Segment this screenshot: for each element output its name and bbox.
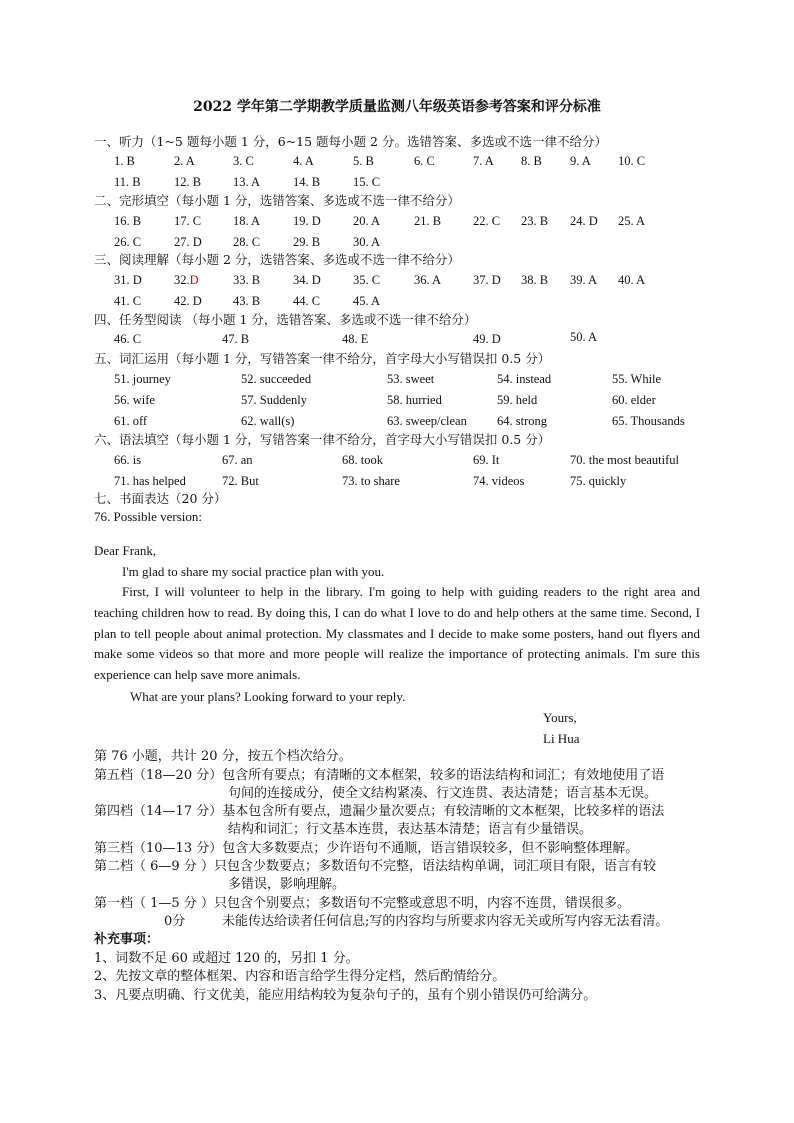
answer-item: 56. wife: [114, 393, 155, 407]
rubric-level-5-cont: 句间的连接成分，使全文结构紧凑、行文连贯、表达清楚；语言基本无误。: [228, 786, 658, 801]
answer-item: [174, 272, 199, 288]
answer-item: 48. E: [342, 332, 369, 346]
answer-item: 66. is: [114, 453, 142, 467]
answer-item: 44. C: [293, 294, 321, 308]
answer-item: 37. D: [473, 273, 501, 287]
page-title: 2022 学年第二学期教学质量监测八年级英语参考答案和评分标准: [193, 99, 601, 115]
answer-item: 35. C: [353, 273, 381, 287]
answer-item: 1. B: [114, 154, 135, 168]
answer-item: 65. Thousands: [612, 414, 685, 428]
rubric-level-5: 第五档（18—20 分）包含所有要点；有清晰的文本框架，较多的语法结构和词汇；有效地使用了语: [94, 768, 665, 783]
letter-signature: Li Hua: [543, 731, 580, 746]
answer-item: 8. B: [521, 154, 542, 168]
section-heading-task: 四、任务型阅读 （每小题 1 分，选错答案、多选或不选一律不给分）: [94, 312, 477, 327]
answer-item: 4. A: [293, 154, 314, 168]
answer-item: 23. B: [521, 214, 549, 228]
answer-item: 41. C: [114, 294, 142, 308]
answer-item: 14. B: [293, 175, 321, 189]
answer-item: 5. B: [353, 154, 374, 168]
rubric-level-1: 第一档（ 1—5 分 ）只包含个别要点；多数语句不完整或意思不明，内容不连贯，错误很多。: [94, 896, 630, 911]
answer-item: 10. C: [618, 154, 646, 168]
answer-item: 9. A: [570, 154, 591, 168]
rubric-level-4: 第四档（14—17 分）基本包含所有要点，遗漏少量次要点；有较清晰的文本框架，比较多样的语法: [94, 804, 665, 819]
letter-closing: Yours,: [543, 710, 577, 725]
possible-version-label: 76. Possible version:: [94, 509, 202, 524]
rubric-level-3: 第三档（10—13 分）包含大多数要点；少许语句不通顺，语言错误较多，但不影响整体理解。: [94, 841, 639, 856]
answer-item: 50. A: [570, 330, 598, 344]
answer-item: 60. elder: [612, 393, 656, 407]
answer-item: 15. C: [353, 175, 381, 189]
letter-greeting: Dear Frank,: [94, 543, 157, 558]
answer-item: 27. D: [174, 235, 202, 249]
answer-item: 12. B: [174, 175, 202, 189]
rubric-level-4-cont: 结构和词汇；行文基本连贯，表达基本清楚；语言有少量错误。: [228, 822, 593, 837]
answer-item: 58. hurried: [387, 393, 442, 407]
answer-item: 31. D: [114, 273, 142, 287]
letter-paragraph-1: I'm glad to share my social practice plan with you.: [122, 564, 385, 579]
rubric-level-2: 第二档（ 6—9 分 ）只包含少数要点；多数语句不完整，语法结构单调，词汇项目有限，语言有较: [94, 859, 656, 874]
answer-number: 32.: [174, 273, 190, 287]
answer-item: 75. quickly: [570, 474, 627, 488]
note-item: 1、词数不足 60 或超过 120 的，另扣 1 分。: [94, 951, 359, 966]
answer-item: 54. instead: [497, 372, 552, 386]
answer-item: 64. strong: [497, 414, 547, 428]
answer-item: 17. C: [174, 214, 202, 228]
answer-item: 2. A: [174, 154, 195, 168]
answer-item: 36. A: [414, 273, 442, 287]
answer-item: 7. A: [473, 154, 494, 168]
letter-paragraph-2: [94, 582, 700, 686]
section-heading-grammar: 六、语法填空（每小题 1 分，写错答案一律不给分，首字母大小写错误扣 0.5 分）: [94, 432, 551, 447]
letter-paragraph-2-text: First, I will volunteer to help in the library. I'm going to help with guiding readers to the right area and teaching children how to read. By doing this, I can do what I love to do and help others at the same time. Second, I plan to tell people about animal protection. My classmates and I decide to make some posters, hand out flyers and make some videos so that more and more people will realize the importance of protecting animals. I'm sure this experience can help save more animals.: [94, 584, 700, 683]
answer-item: 73. to share: [342, 474, 400, 488]
answer-item: 39. A: [570, 273, 598, 287]
answer-item: 33. B: [233, 273, 261, 287]
section-heading-cloze: 二、完形填空（每小题 1 分，选错答案、多选或不选一律不给分）: [94, 193, 460, 208]
section-heading-reading: 三、阅读理解（每小题 2 分，选错答案、多选或不选一律不给分）: [94, 252, 460, 267]
answer-item: 11. B: [114, 175, 141, 189]
answer-item: 19. D: [293, 214, 321, 228]
answer-item: 47. B: [222, 332, 250, 346]
answer-item: 30. A: [353, 235, 381, 249]
rubric-level-2-cont: 多错误，影响理解。: [228, 877, 346, 892]
answer-item: 68. took: [342, 453, 383, 467]
answer-item: 74. videos: [473, 474, 525, 488]
answer-item: 28. C: [233, 235, 261, 249]
answer-item: 57. Suddenly: [241, 393, 307, 407]
rubric-intro: 第 76 小题，共计 20 分，按五个档次给分。: [94, 749, 352, 764]
notes-heading: 补充事项：: [94, 932, 160, 947]
answer-item: 26. C: [114, 235, 142, 249]
answer-item: 52. succeeded: [241, 372, 312, 386]
answer-item: 20. A: [353, 214, 381, 228]
answer-item: 22. C: [473, 214, 501, 228]
answer-item: 55. While: [612, 372, 662, 386]
section-heading-vocab: 五、词汇运用（每小题 1 分，写错答案一律不给分，首字母大小写错误扣 0.5 分）: [94, 351, 551, 366]
answer-letter-highlighted: D: [189, 273, 199, 287]
note-item: 3、凡要点明确、行文优美，能应用结构较为复杂句子的，虽有个别小错误仍可给满分。: [94, 988, 597, 1003]
answer-item: 67. an: [222, 453, 253, 467]
answer-item: 42. D: [174, 294, 202, 308]
answer-item: 16. B: [114, 214, 142, 228]
answer-item: 46. C: [114, 332, 142, 346]
answer-item: 25. A: [618, 214, 646, 228]
answer-item: 63. sweep/clean: [387, 414, 467, 428]
answer-item: 61. off: [114, 414, 148, 428]
answer-item: 53. sweet: [387, 372, 435, 386]
answer-item: 3. C: [233, 154, 254, 168]
note-item: 2、先按文章的整体框架、内容和语言给学生得分定档，然后酌情给分。: [94, 969, 506, 984]
letter-paragraph-3: What are your plans? Looking forward to your reply.: [130, 689, 406, 704]
answer-item: 51. journey: [114, 372, 171, 386]
answer-item: 71. has helped: [114, 474, 186, 488]
section-heading-writing: 七、书面表达（20 分）: [94, 491, 227, 506]
answer-item: 59. held: [497, 393, 538, 407]
rubric-level-0: 未能传达给读者任何信息;写的内容均与所要求内容无关或所写内容无法看清。: [222, 914, 669, 929]
answer-item: 21. B: [414, 214, 442, 228]
answer-item: 6. C: [414, 154, 435, 168]
answer-item: 18. A: [233, 214, 261, 228]
answer-item: 29. B: [293, 235, 321, 249]
answer-item: 13. A: [233, 175, 261, 189]
answer-item: 45. A: [353, 294, 381, 308]
answer-item: 38. B: [521, 273, 549, 287]
answer-item: 40. A: [618, 273, 646, 287]
section-heading-listening: 一、听力（1~5 题每小题 1 分，6~15 题每小题 2 分。选错答案、多选或不选一律不给分）: [94, 134, 607, 149]
answer-item: 34. D: [293, 273, 321, 287]
rubric-level-0-score: 0分: [164, 914, 186, 929]
answer-item: 70. the most beautiful: [570, 453, 680, 467]
answer-item: 43. B: [233, 294, 261, 308]
answer-item: 62. wall(s): [241, 414, 295, 428]
answer-item: 69. It: [473, 453, 500, 467]
answer-item: 24. D: [570, 214, 598, 228]
answer-item: 72. But: [222, 474, 259, 488]
answer-item: 49. D: [473, 332, 501, 346]
